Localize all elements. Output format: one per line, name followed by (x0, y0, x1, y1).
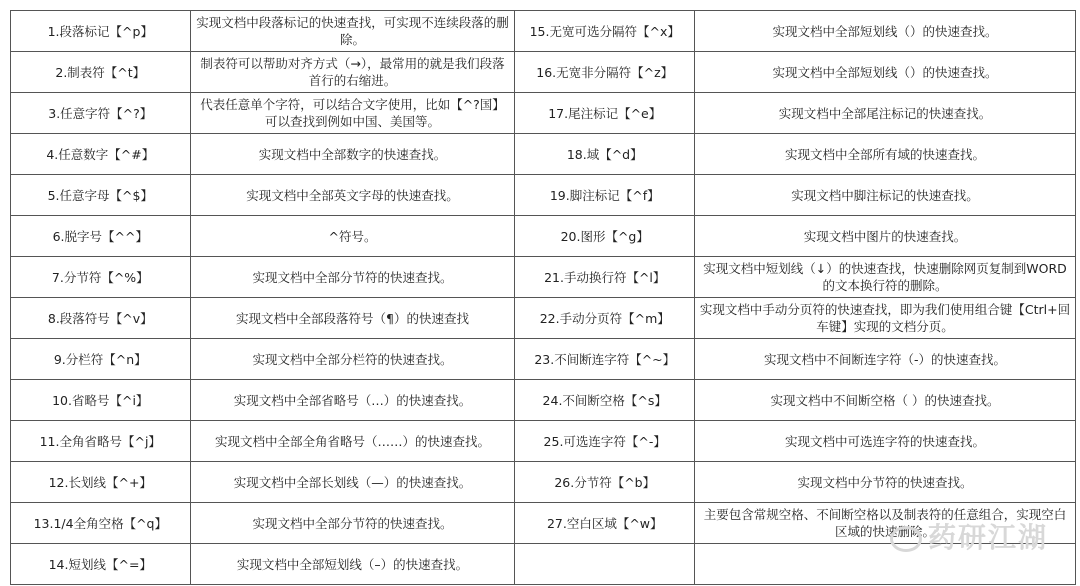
code-cell: 21.手动换行符【^l】 (515, 257, 695, 298)
code-cell: 22.手动分页符【^m】 (515, 298, 695, 339)
table-row (11, 257, 1076, 298)
description-cell: 实现文档中全部短划线（）的快速查找。 (695, 11, 1076, 52)
watermark-text: 药研江湖 (927, 521, 1048, 554)
description-cell: 实现文档中不间断连字符（-）的快速查找。 (695, 339, 1076, 380)
description-cell: 实现文档中全部所有域的快速查找。 (695, 134, 1076, 175)
code-cell: 23.不间断连字符【^~】 (515, 339, 695, 380)
description-cell: 实现文档中全部尾注标记的快速查找。 (695, 93, 1076, 134)
code-cell: 19.脚注标记【^f】 (515, 175, 695, 216)
code-cell: 18.域【^d】 (515, 134, 695, 175)
table-row (11, 421, 1076, 462)
description-cell: 实现文档中可选连字符的快速查找。 (695, 421, 1076, 462)
table-row (11, 216, 1076, 257)
table-row (11, 380, 1076, 421)
table-row (11, 175, 1076, 216)
description-cell: 实现文档中全部数字的快速查找。 (190, 134, 515, 175)
code-cell: 5.任意字母【^$】 (11, 175, 191, 216)
description-cell: 实现文档中短划线（↓）的快速查找，快速删除网页复制到WORD的文本换行符的删除。 (695, 257, 1076, 298)
code-cell: 10.省略号【^i】 (11, 380, 191, 421)
description-cell: 实现文档中全部段落符号（¶）的快速查找 (190, 298, 515, 339)
table-body (11, 11, 1076, 585)
description-cell: 实现文档中全部短划线（–）的快速查找。 (190, 544, 515, 585)
description-cell: 实现文档中全部短划线（）的快速查找。 (695, 52, 1076, 93)
description-cell: 实现文档中不间断空格（ ）的快速查找。 (695, 380, 1076, 421)
table-row (11, 52, 1076, 93)
description-cell: 实现文档中分节符的快速查找。 (695, 462, 1076, 503)
table-row (11, 93, 1076, 134)
wechat-icon (890, 526, 922, 552)
code-cell: 14.短划线【^=】 (11, 544, 191, 585)
description-cell: 实现文档中全部分节符的快速查找。 (190, 503, 515, 544)
code-cell: 7.分节符【^%】 (11, 257, 191, 298)
table-row (11, 298, 1076, 339)
code-cell: 24.不间断空格【^s】 (515, 380, 695, 421)
description-cell: 实现文档中全部长划线（—）的快速查找。 (190, 462, 515, 503)
code-cell: 3.任意字符【^?】 (11, 93, 191, 134)
code-cell: 16.无宽非分隔符【^z】 (515, 52, 695, 93)
watermark (890, 516, 1048, 556)
code-cell: 2.制表符【^t】 (11, 52, 191, 93)
table-row (11, 462, 1076, 503)
code-cell: 25.可选连字符【^-】 (515, 421, 695, 462)
description-cell: 实现文档中全部省略号（…）的快速查找。 (190, 380, 515, 421)
description-cell: ^符号。 (190, 216, 515, 257)
code-cell: 8.段落符号【^v】 (11, 298, 191, 339)
code-cell: 12.长划线【^+】 (11, 462, 191, 503)
description-cell: 实现文档中全部分栏符的快速查找。 (190, 339, 515, 380)
description-cell: 实现文档中图片的快速查找。 (695, 216, 1076, 257)
description-cell: 实现文档中段落标记的快速查找，可实现不连续段落的删除。 (190, 11, 515, 52)
code-cell: 4.任意数字【^#】 (11, 134, 191, 175)
code-cell: 17.尾注标记【^e】 (515, 93, 695, 134)
code-cell (515, 544, 695, 585)
table-row (11, 11, 1076, 52)
code-cell: 26.分节符【^b】 (515, 462, 695, 503)
code-cell: 15.无宽可选分隔符【^x】 (515, 11, 695, 52)
shortcut-table (10, 10, 1076, 585)
code-cell: 6.脱字号【^^】 (11, 216, 191, 257)
code-cell: 13.1/4全角空格【^q】 (11, 503, 191, 544)
description-cell: 实现文档中脚注标记的快速查找。 (695, 175, 1076, 216)
code-cell: 27.空白区域【^w】 (515, 503, 695, 544)
description-cell: 主要包含常规空格、不间断空格以及制表符的任意组合，实现空白区域的快速删除。 (695, 503, 1076, 544)
code-cell: 11.全角省略号【^j】 (11, 421, 191, 462)
description-cell: 实现文档中手动分页符的快速查找，即为我们使用组合键【Ctrl+回车键】实现的文档分页。 (695, 298, 1076, 339)
table-row (11, 339, 1076, 380)
description-cell: 制表符可以帮助对齐方式（→），最常用的就是我们段落首行的右缩进。 (190, 52, 515, 93)
description-cell: 实现文档中全部英文字母的快速查找。 (190, 175, 515, 216)
description-cell: 实现文档中全部分节符的快速查找。 (190, 257, 515, 298)
code-cell: 1.段落标记【^p】 (11, 11, 191, 52)
code-cell: 20.图形【^g】 (515, 216, 695, 257)
table-row (11, 134, 1076, 175)
description-cell: 实现文档中全部全角省略号（……）的快速查找。 (190, 421, 515, 462)
description-cell: 代表任意单个字符，可以结合文字使用，比如【^?国】可以查找到例如中国、美国等。 (190, 93, 515, 134)
code-cell: 9.分栏符【^n】 (11, 339, 191, 380)
